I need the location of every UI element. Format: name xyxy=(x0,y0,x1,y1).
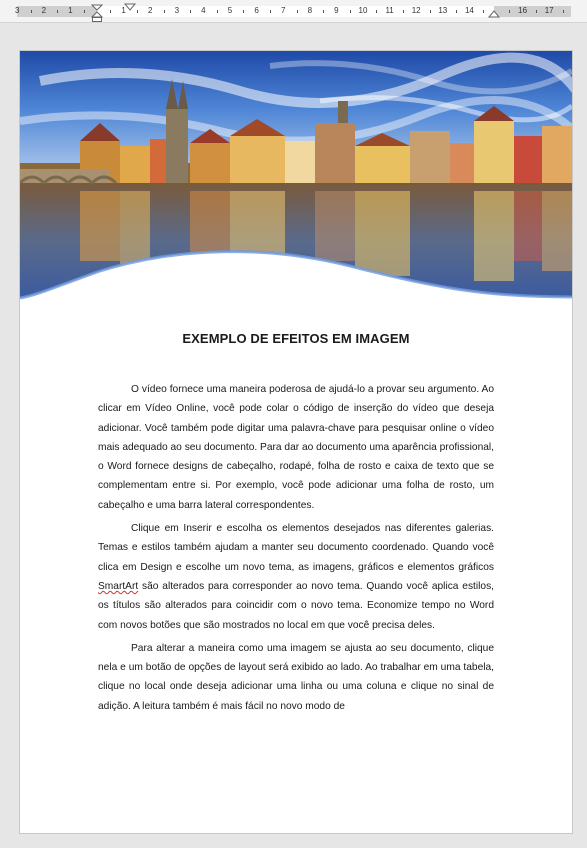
ruler-tick xyxy=(57,10,58,13)
ruler-number: 10 xyxy=(358,6,368,15)
horizontal-ruler[interactable] xyxy=(0,0,587,23)
ruler-tick xyxy=(84,10,85,13)
ruler-number: 13 xyxy=(438,6,448,15)
ruler-number: 9 xyxy=(334,6,339,15)
ruler-number: 3 xyxy=(14,6,20,15)
ruler-number: 11 xyxy=(385,6,394,15)
tab-indent-marker[interactable] xyxy=(124,3,136,11)
document-title[interactable]: EXEMPLO DE EFEITOS EM IMAGEM xyxy=(182,331,410,346)
header-city-image xyxy=(20,51,572,301)
ruler-number: 4 xyxy=(201,6,206,15)
ruler-number: 8 xyxy=(307,6,313,15)
ruler-number: 17 xyxy=(544,6,554,15)
paragraph-text: Para alterar a maneira como uma imagem se ajusta ao seu documento, clique nela e um botão de opções de layout será exibido ao lado. Ao trabalhar em uma tabela, clique no local onde deseja adicionar uma linha ou uma coluna e clique no sinal de adição. A leitura também é mais fácil no novo modo de xyxy=(98,642,494,712)
ruler-number: 14 xyxy=(464,6,474,15)
ruler-tick xyxy=(323,10,324,13)
ruler-tick xyxy=(190,10,191,13)
right-indent-marker[interactable] xyxy=(488,10,500,18)
ruler-tick xyxy=(376,10,377,13)
ruler-number: 2 xyxy=(41,6,47,15)
ruler-number: 2 xyxy=(147,6,153,15)
ruler-tick xyxy=(563,10,564,13)
ruler-tick xyxy=(430,10,431,13)
paragraph[interactable] xyxy=(98,380,494,515)
paragraph-text: O vídeo fornece uma maneira poderosa de ajudá-lo a provar seu argumento. Ao clicar em Vídeo Online, você pode colar o código de inserção do vídeo que deseja adicionar. Você também pode digitar uma palavra-chave para pesquisar online o vídeo mais adequado ao seu documento. Para dar ao documento uma aparência profissional, o Word fornece designs de cabeçalho, rodapé, folha de rosto e caixa de texto que se complementam entre si. Por exemplo, você pode adicionar uma folha de rosto, um cabeçalho e uma barra lateral correspondentes. xyxy=(98,384,494,511)
ruler-number: 1 xyxy=(68,6,73,15)
ruler-number: 1 xyxy=(121,6,126,15)
ruler-tick xyxy=(350,10,351,13)
ruler-number: 7 xyxy=(280,6,286,15)
spellcheck-flagged-word[interactable]: SmartArt xyxy=(98,580,139,592)
ruler-tick xyxy=(137,10,138,13)
ruler-tick xyxy=(509,10,510,13)
ruler-number: 12 xyxy=(411,6,421,15)
ruler-tick xyxy=(217,10,218,13)
ruler-number: 3 xyxy=(174,6,180,15)
ruler-tick xyxy=(164,10,165,13)
ruler-tick xyxy=(110,10,111,13)
ruler-number: 16 xyxy=(518,6,528,15)
document-page[interactable] xyxy=(19,50,573,834)
ruler-tick xyxy=(403,10,404,13)
paragraph[interactable] xyxy=(98,519,494,635)
ruler-tick xyxy=(31,10,32,13)
paragraph[interactable] xyxy=(98,639,494,716)
document-body[interactable] xyxy=(98,380,494,720)
first-line-indent-marker[interactable] xyxy=(91,4,103,22)
ruler-tick xyxy=(483,10,484,13)
ruler-tick xyxy=(270,10,271,13)
ruler-tick xyxy=(243,10,244,13)
ruler-right-margin xyxy=(494,6,571,17)
ruler-tick xyxy=(297,10,298,13)
ruler-tick xyxy=(536,10,537,13)
paragraph-text: Clique em Inserir e escolha os elementos desejados nas diferentes galerias. Temas e estilos também ajudam a manter seu documento coordenado. Quando você clica em Design e escolhe um novo tema, as imagens, gráficos e elementos gráficos xyxy=(98,523,494,573)
ruler-tick xyxy=(456,10,457,13)
ruler-number: 5 xyxy=(227,6,233,15)
paragraph-text: são alterados para corresponder ao novo tema. Quando você aplica estilos, os títulos são alterados para coincidir com o novo tema. Economize tempo no Word com novos botões que são mostrados no local em que você precisa deles. xyxy=(98,580,494,631)
ruler-number: 6 xyxy=(254,6,259,15)
